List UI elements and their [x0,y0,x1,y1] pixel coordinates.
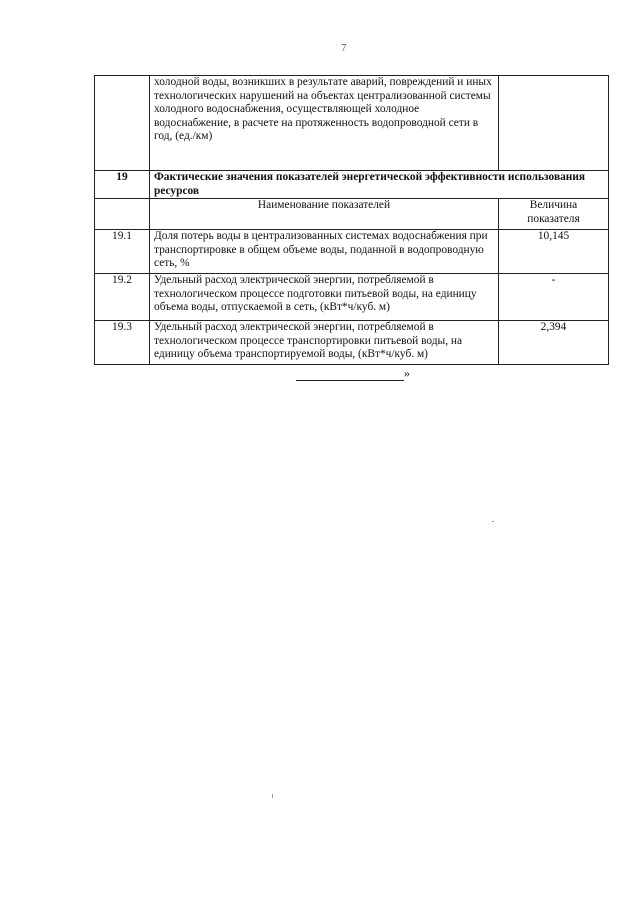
section-title: Фактические значения показателей энергетической эффективности использования ресурсов [150,171,609,199]
table-row [95,321,609,365]
row-number: 19.2 [95,274,150,321]
closing-quote: » [404,366,410,380]
row-value: 2,394 [499,321,609,365]
continuation-num-cell [95,76,150,171]
header-row [95,199,609,230]
row-name: Доля потерь воды в централизованных системах водоснабжения при транспортировке в общем объеме воды, поданной в водопроводную сеть, % [150,230,499,274]
header-name: Наименование показателей [150,199,499,230]
row-name: Удельный расход электрической энергии, потребляемой в технологическом процессе подготовки питьевой воды, на единицу объема воды, отпускаемой в сеть, (кВт*ч/куб. м) [150,274,499,321]
row-value: 10,145 [499,230,609,274]
scan-speck [272,794,273,798]
page-number: 7 [341,42,347,54]
header-num-cell [95,199,150,230]
header-value: Величина показателя [499,199,609,230]
continuation-row [95,76,609,171]
indicators-table [94,75,609,365]
closing-mark [296,366,410,381]
row-value: - [499,274,609,321]
table-row [95,274,609,321]
scan-speck [492,521,494,522]
section-number: 19 [95,171,150,199]
section-row [95,171,609,199]
table-row [95,230,609,274]
row-name: Удельный расход электрической энергии, потребляемой в технологическом процессе транспортировки питьевой воды, на единицу объема транспортируемой воды, (кВт*ч/куб. м) [150,321,499,365]
row-number: 19.3 [95,321,150,365]
continuation-text: холодной воды, возникших в результате аварий, повреждений и иных технологических нарушений на объектах централизованной системы холодного водоснабжения, осуществляющей холодное водоснабжение, в расчете на протяженность водопроводной сети в год, (ед./км) [150,76,499,171]
closing-underline [296,369,404,381]
row-number: 19.1 [95,230,150,274]
continuation-value-cell [499,76,609,171]
